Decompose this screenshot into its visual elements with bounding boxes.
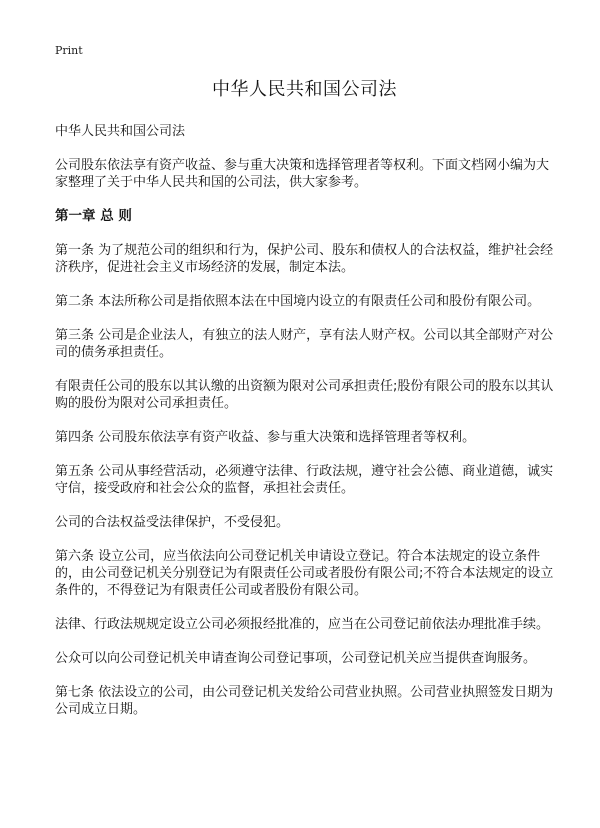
intro-paragraph: 公司股东依法享有资产收益、参与重大决策和选择管理者等权利。下面文档网小编为大家整理了关于中华人民共和国的公司法，供大家参考。: [55, 158, 550, 190]
article-3-cont-paragraph: 有限责任公司的股东以其认缴的出资额为限对公司承担责任;股份有限公司的股东以其认购的股份为限对公司承担责任。: [55, 379, 554, 411]
chapter-heading: 第一章 总 则: [55, 208, 132, 224]
article-7-paragraph: 第七条 依法设立的公司，由公司登记机关发给公司营业执照。公司营业执照签发日期为公司成立日期。: [55, 685, 554, 717]
print-link[interactable]: Print: [55, 44, 83, 57]
article-6-query-paragraph: 公众可以向公司登记机关申请查询公司登记事项，公司登记机关应当提供查询服务。: [55, 651, 537, 666]
page-title: 中华人民共和国公司法: [212, 79, 397, 100]
article-6-cont-paragraph: 法律、行政法规规定设立公司必须报经批准的，应当在公司登记前依法办理批准手续。: [55, 617, 550, 632]
article-4-paragraph: 第四条 公司股东依法享有资产收益、参与重大决策和选择管理者等权利。: [55, 430, 476, 445]
article-5-paragraph: 第五条 公司从事经营活动，必须遵守法律、行政法规，遵守社会公德、商业道德，诚实守信，接受政府和社会公众的监督，承担社会责任。: [55, 464, 554, 496]
article-5-cont-paragraph: 公司的合法权益受法律保护，不受侵犯。: [55, 515, 290, 530]
article-2-paragraph: 第二条 本法所称公司是指依照本法在中国境内设立的有限责任公司和股份有限公司。: [55, 294, 541, 309]
article-3-paragraph: 第三条 公司是企业法人，有独立的法人财产，享有法人财产权。公司以其全部财产对公司的债务承担责任。: [55, 328, 554, 360]
article-6-paragraph: 第六条 设立公司，应当依法向公司登记机关申请设立登记。符合本法规定的设立条件的，由公司登记机关分别登记为有限责任公司或者股份有限公司;不符合本法规定的设立条件的，不得登记为有限责任公司或者股份有限公司。: [55, 549, 554, 598]
article-1-paragraph: 第一条 为了规范公司的组织和行为，保护公司、股东和债权人的合法权益，维护社会经济秩序，促进社会主义市场经济的发展，制定本法。: [55, 243, 554, 275]
subtitle-paragraph: 中华人民共和国公司法: [55, 124, 186, 139]
